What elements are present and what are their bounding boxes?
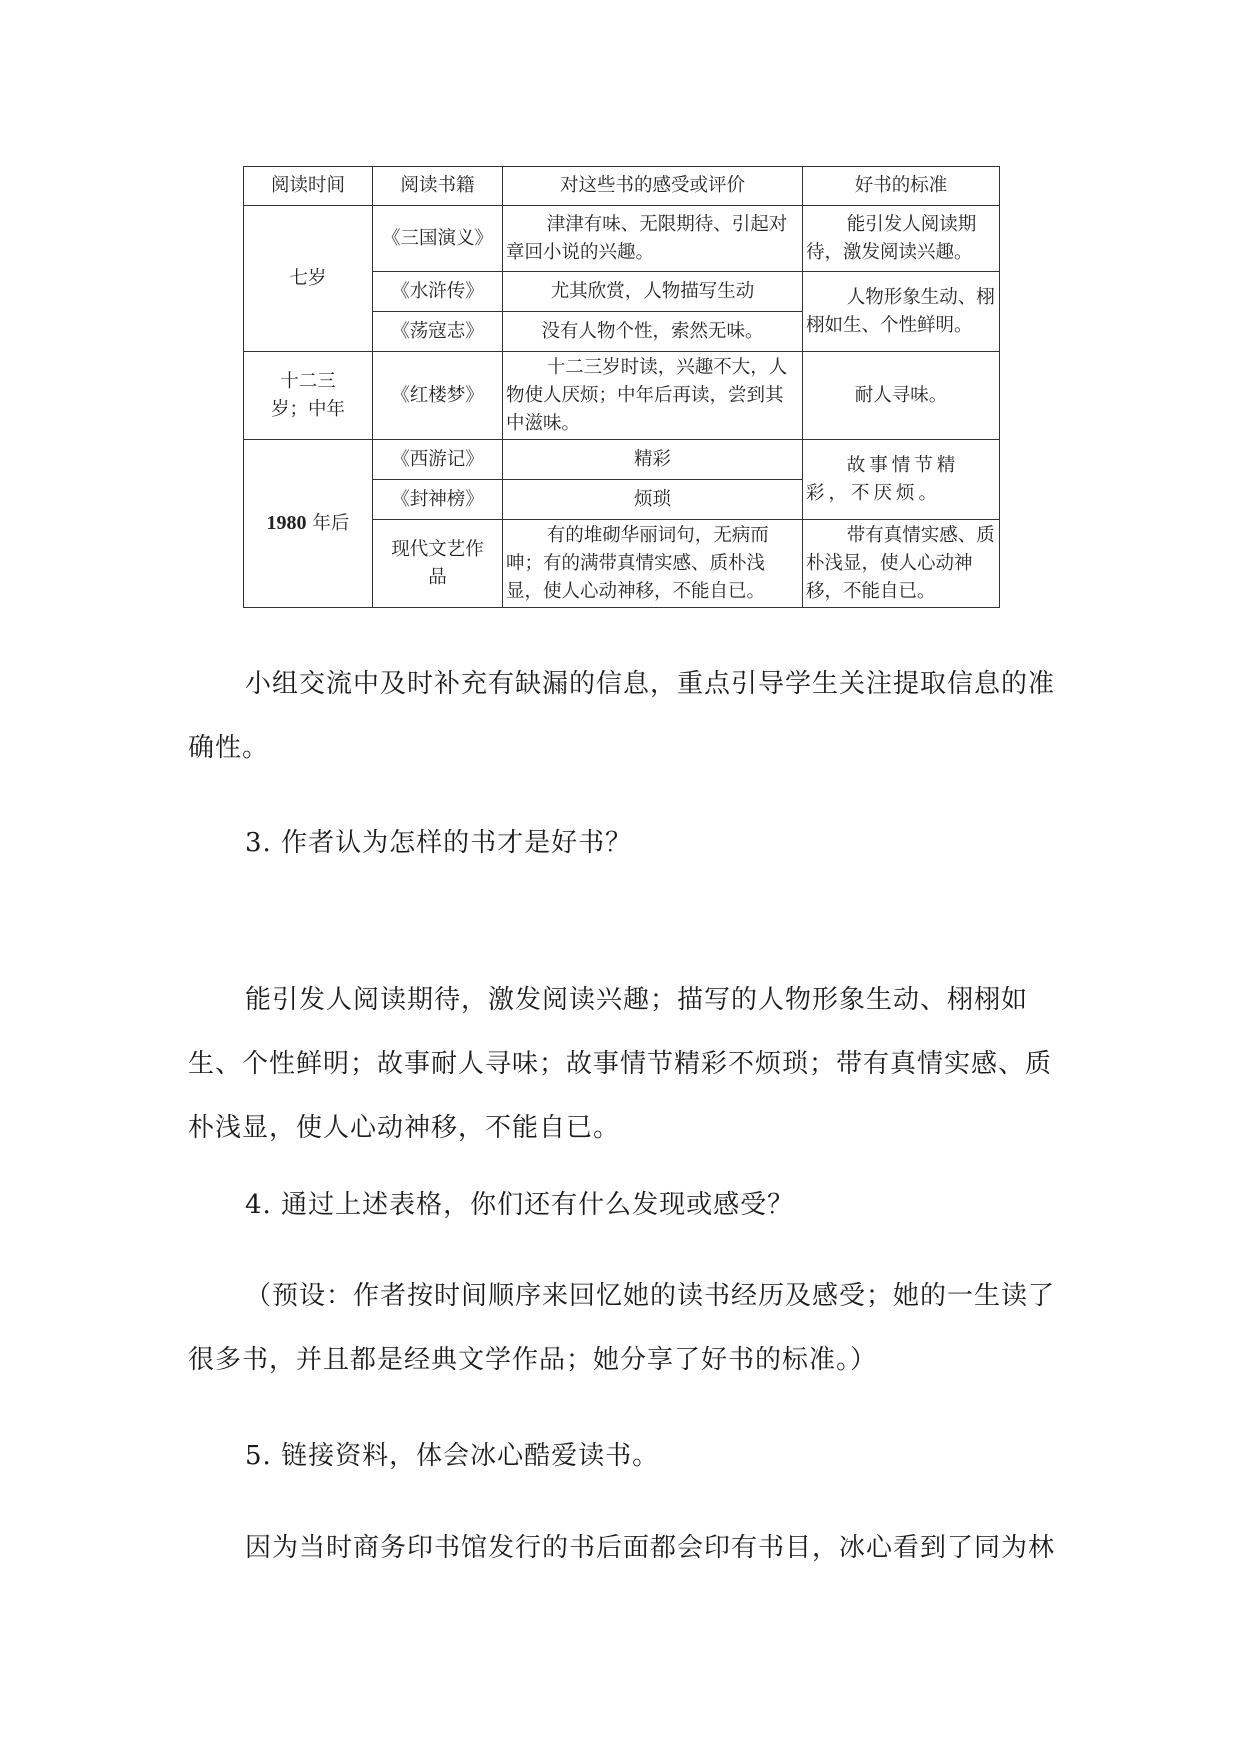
book-cell: 《荡寇志》 [373,312,503,352]
book-label: 现代文艺作品 [391,538,484,588]
period-year: 1980 [266,512,307,534]
book-cell [373,520,503,608]
table-row [244,206,1000,272]
period-cell [244,440,373,608]
feeling-cell: 津津有味、无限期待、引起对章回小说的兴趣。 [503,206,803,272]
period-cell: 七岁 [244,206,373,352]
standard-cell: 耐人寻味。 [803,352,1000,440]
header-reading-books: 阅读书籍 [373,167,503,206]
book-cell: 《水浒传》 [373,272,503,312]
book-cell: 《红楼梦》 [373,352,503,440]
standard-cell: 带有真情实感、质朴浅显，使人心动神移，不能自已。 [803,520,1000,608]
header-good-book-standard: 好书的标准 [803,167,1000,206]
reading-table [243,166,1000,608]
answer-3: 能引发人阅读期待，激发阅读兴趣；描写的人物形象生动、栩栩如生、个性鲜明；故事耐人寻味；故事情节精彩不烦琐；带有真情实感、质朴浅显，使人心动神移，不能自已。 [188,985,1053,1143]
book-cell: 《封神榜》 [373,480,503,520]
question-5: 5. 链接资料，体会冰心酷爱读书。 [245,1441,660,1471]
feeling-cell: 十二三岁时读，兴趣不大，人物使人厌烦；中年后再读，尝到其中滋味。 [503,352,803,440]
paragraph-supplement: 小组交流中及时补充有缺漏的信息，重点引导学生关注提取信息的准确性。 [188,669,1056,763]
header-feelings: 对这些书的感受或评价 [503,167,803,206]
period-label: 十二三岁；中年 [270,370,345,420]
feeling-cell: 没有人物个性，索然无味。 [503,312,803,352]
question-3: 3. 作者认为怎样的书才是好书？ [245,828,633,858]
feeling-cell: 精彩 [503,440,803,480]
header-reading-time: 阅读时间 [244,167,373,206]
feeling-cell: 烦琐 [503,480,803,520]
answer-4: （预设：作者按时间顺序来回忆她的读书经历及感受；她的一生读了很多书，并且都是经典文学作品；她分享了好书的标准。） [188,1281,1056,1375]
period-suffix: 年后 [306,513,350,534]
standard-cell: 能引发人阅读期待，激发阅读兴趣。 [803,206,1000,272]
question-4: 4. 通过上述表格，你们还有什么发现或感受？ [245,1190,795,1220]
standard-cell: 故事情节精彩，不厌烦。 [803,440,1000,520]
paragraph-commercial-press: 因为当时商务印书馆发行的书后面都会印有书目，冰心看到了同为林 [245,1533,1056,1563]
table-row [244,352,1000,440]
book-cell: 《西游记》 [373,440,503,480]
table-row [244,440,1000,480]
period-cell [244,352,373,440]
table-header-row [244,167,1000,206]
book-cell: 《三国演义》 [373,206,503,272]
standard-cell: 人物形象生动、栩栩如生、个性鲜明。 [803,272,1000,352]
feeling-cell: 尤其欣赏，人物描写生动 [503,272,803,312]
feeling-cell: 有的堆砌华丽词句，无病而呻；有的满带真情实感、质朴浅显，使人心动神移，不能自已。 [503,520,803,608]
